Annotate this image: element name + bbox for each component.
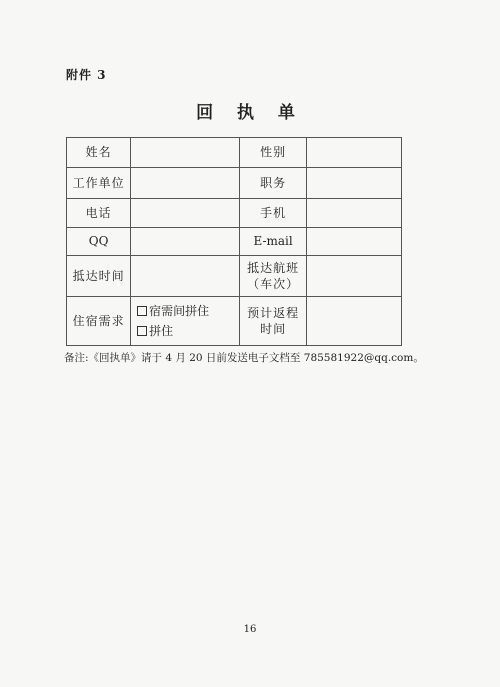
mobile-field[interactable] — [306, 199, 401, 228]
arrival-time-field[interactable] — [131, 256, 240, 297]
email-field[interactable] — [306, 228, 401, 256]
table-row — [67, 199, 402, 228]
footnote: 备注:《回执单》请于 4 月 20 日前发送电子文档至 785581922@qq.com。 — [64, 352, 424, 364]
name-label: 姓名 — [67, 138, 131, 168]
arrival-flight-label-line1: 抵达航班 — [247, 260, 300, 275]
table-row — [67, 168, 402, 199]
qq-field[interactable] — [131, 228, 240, 256]
email-label: E-mail — [240, 228, 306, 256]
gender-label: 性别 — [240, 138, 306, 168]
page-title: 回 执 单 — [196, 103, 304, 123]
table-row — [67, 256, 402, 297]
reply-form-table — [66, 137, 402, 346]
lodging-options — [131, 297, 240, 346]
arrival-time-label: 抵达时间 — [67, 256, 131, 297]
lodging-option-shared-room[interactable] — [137, 301, 239, 321]
arrival-flight-label — [240, 256, 306, 297]
position-field[interactable] — [306, 168, 401, 199]
table-row — [67, 138, 402, 168]
phone-label: 电话 — [67, 199, 131, 228]
return-time-label-line2: 时间 — [260, 322, 287, 336]
employer-label: 工作单位 — [67, 168, 131, 199]
return-time-label — [240, 297, 306, 346]
name-field[interactable] — [131, 138, 240, 168]
arrival-flight-field[interactable] — [306, 256, 401, 297]
page-number: 16 — [243, 624, 257, 635]
lodging-option-label: 宿需间拼住 — [149, 304, 210, 318]
lodging-label: 住宿需求 — [67, 297, 131, 346]
annex-label: 附件 3 — [66, 68, 107, 82]
mobile-label: 手机 — [240, 199, 306, 228]
checkbox-icon[interactable] — [137, 306, 147, 316]
gender-field[interactable] — [306, 138, 401, 168]
table-row — [67, 297, 402, 346]
position-label: 职务 — [240, 168, 306, 199]
table-row — [67, 228, 402, 256]
phone-field[interactable] — [131, 199, 240, 228]
arrival-flight-label-line2: （车次） — [247, 277, 300, 291]
employer-field[interactable] — [131, 168, 240, 199]
return-time-label-line1: 预计返程 — [247, 305, 300, 320]
lodging-option-label: 拼住 — [149, 324, 174, 338]
return-time-field[interactable] — [306, 297, 401, 346]
lodging-option-share[interactable] — [137, 321, 239, 341]
checkbox-icon[interactable] — [137, 326, 147, 336]
qq-label: QQ — [67, 228, 131, 256]
